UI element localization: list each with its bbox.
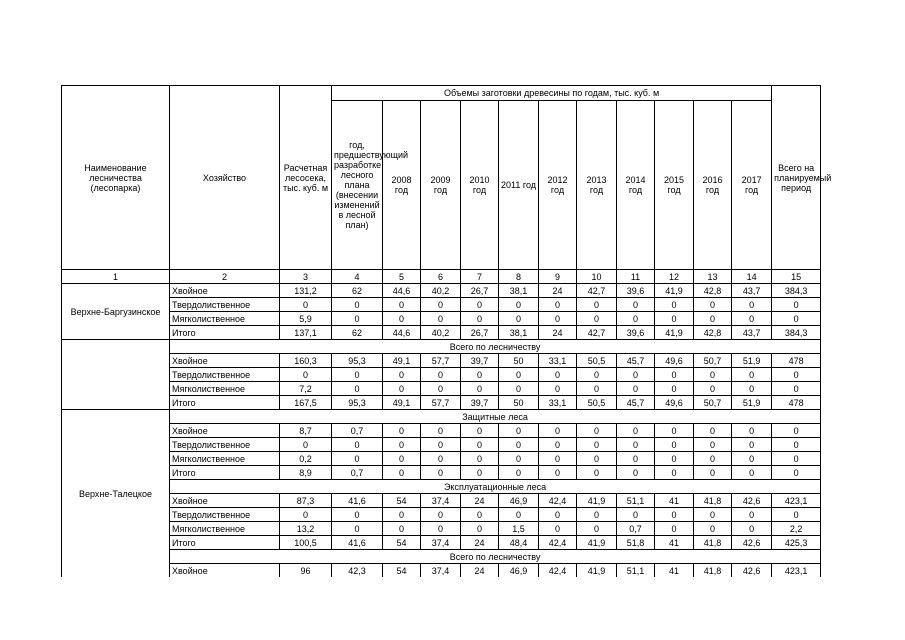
table-cell: 0: [694, 466, 732, 480]
table-cell: 33,1: [539, 396, 577, 410]
table-cell: 0: [539, 382, 577, 396]
column-number: 6: [421, 270, 461, 284]
table-cell: 37,4: [421, 494, 461, 508]
table-cell: 0: [694, 382, 732, 396]
table-cell: 0: [617, 452, 655, 466]
section-title-row: [62, 340, 821, 354]
header-year-5: 2012 год: [539, 101, 577, 270]
table-cell: 43,7: [732, 284, 772, 298]
table-cell: 41: [655, 564, 694, 578]
table-cell: 0: [617, 466, 655, 480]
table-cell: 40,2: [421, 326, 461, 340]
table-cell: 0: [772, 424, 821, 438]
table-cell: 0: [539, 466, 577, 480]
table-cell: 54: [383, 494, 421, 508]
row-label: Мягколиственное: [170, 382, 280, 396]
table-cell: 0,7: [617, 522, 655, 536]
table-cell: 478: [772, 354, 821, 368]
table-row: [62, 368, 821, 382]
table-cell: 24: [539, 284, 577, 298]
table-cell: 0: [617, 424, 655, 438]
table-cell: 96: [280, 564, 332, 578]
table-cell: 0: [617, 298, 655, 312]
column-number: 4: [332, 270, 383, 284]
table-row: [62, 452, 821, 466]
table-cell: 41,9: [577, 494, 617, 508]
column-number: 1: [62, 270, 170, 284]
table-cell: 425,3: [772, 536, 821, 550]
table-row: [62, 424, 821, 438]
table-cell: 0: [694, 424, 732, 438]
table-cell: 42,6: [732, 536, 772, 550]
table-cell: 0: [461, 466, 499, 480]
blank-cell: [62, 340, 170, 410]
table-cell: 49,1: [383, 354, 421, 368]
column-number: 9: [539, 270, 577, 284]
table-cell: 0: [772, 382, 821, 396]
table-cell: 0: [732, 508, 772, 522]
table-cell: 0,2: [280, 452, 332, 466]
table-cell: 0: [577, 298, 617, 312]
table-row: [62, 536, 821, 550]
table-cell: 38,1: [499, 326, 539, 340]
section-title-row: [62, 550, 821, 564]
header-year-2: 2009 год: [421, 101, 461, 270]
section-title: Всего по лесничеству: [170, 340, 821, 354]
table-cell: 49,6: [655, 354, 694, 368]
table-row: [62, 312, 821, 326]
table-cell: 37,4: [421, 564, 461, 578]
table-cell: 49,6: [655, 396, 694, 410]
header-volumes-group: Объемы заготовки древесины по годам, тыс. куб. м: [332, 86, 772, 101]
table-cell: 0: [499, 312, 539, 326]
table-cell: 0: [772, 508, 821, 522]
table-cell: 24: [539, 326, 577, 340]
table-cell: 0: [539, 312, 577, 326]
table-cell: 0,7: [332, 466, 383, 480]
table-cell: 0: [421, 382, 461, 396]
table-cell: 0: [461, 298, 499, 312]
table-cell: 41: [655, 494, 694, 508]
table-cell: 0: [694, 438, 732, 452]
table-cell: 0: [499, 382, 539, 396]
table-cell: 0: [421, 298, 461, 312]
table-cell: 33,1: [539, 354, 577, 368]
table-cell: 0: [732, 368, 772, 382]
table-cell: 41,9: [577, 564, 617, 578]
table-cell: 0: [732, 298, 772, 312]
table-cell: 0,7: [332, 424, 383, 438]
table-cell: 0: [383, 466, 421, 480]
table-cell: 0: [383, 298, 421, 312]
table-cell: 0: [332, 312, 383, 326]
table-cell: 51,9: [732, 396, 772, 410]
table-cell: 0: [577, 438, 617, 452]
table-cell: 0: [577, 452, 617, 466]
table-cell: 8,9: [280, 466, 332, 480]
column-number: 10: [577, 270, 617, 284]
table-cell: 0: [694, 508, 732, 522]
table-cell: 0: [383, 382, 421, 396]
row-label: Хвойное: [170, 284, 280, 298]
table-cell: 0: [332, 522, 383, 536]
row-label: Твердолиственное: [170, 298, 280, 312]
table-cell: 0: [461, 522, 499, 536]
table-cell: 8,7: [280, 424, 332, 438]
table-cell: 384,3: [772, 284, 821, 298]
table-row: [62, 298, 821, 312]
table-cell: 0: [332, 368, 383, 382]
row-label: Мягколиственное: [170, 452, 280, 466]
column-number: 3: [280, 270, 332, 284]
header-year-7: 2014 год: [617, 101, 655, 270]
table-cell: 0: [655, 508, 694, 522]
section-title: Защитные леса: [170, 410, 821, 424]
table-cell: 0: [421, 508, 461, 522]
table-cell: 41,8: [694, 564, 732, 578]
table-cell: 478: [772, 396, 821, 410]
table-cell: 41,8: [694, 494, 732, 508]
table-cell: 39,6: [617, 326, 655, 340]
table-cell: 13,2: [280, 522, 332, 536]
header-economy: Хозяйство: [170, 86, 280, 270]
table-cell: 38,1: [499, 284, 539, 298]
column-number: 2: [170, 270, 280, 284]
column-number: 11: [617, 270, 655, 284]
table-cell: 41,6: [332, 536, 383, 550]
table-cell: 0: [421, 466, 461, 480]
table-cell: 0: [332, 382, 383, 396]
header-year-9: 2016 год: [694, 101, 732, 270]
table-cell: 0: [732, 382, 772, 396]
table-cell: 46,9: [499, 564, 539, 578]
table-cell: 137,1: [280, 326, 332, 340]
table-cell: 0: [383, 438, 421, 452]
table-cell: 0: [421, 452, 461, 466]
table-cell: 44,6: [383, 284, 421, 298]
table-cell: 0: [772, 312, 821, 326]
table-cell: 0: [332, 438, 383, 452]
table-cell: 57,7: [421, 354, 461, 368]
table-cell: 42,6: [732, 494, 772, 508]
table-cell: 24: [461, 564, 499, 578]
table-cell: 41: [655, 536, 694, 550]
table-cell: 0: [461, 424, 499, 438]
row-label: Мягколиственное: [170, 522, 280, 536]
table-cell: 160,3: [280, 354, 332, 368]
table-cell: 0: [421, 522, 461, 536]
table-cell: 0: [655, 438, 694, 452]
table-cell: 42,8: [694, 284, 732, 298]
table-cell: 0: [539, 522, 577, 536]
table-cell: 41,6: [332, 494, 383, 508]
table-cell: 0: [383, 312, 421, 326]
table-cell: 41,9: [655, 284, 694, 298]
table-row: [62, 354, 821, 368]
table-cell: 0: [539, 508, 577, 522]
table-cell: 0: [617, 368, 655, 382]
table-cell: 50,5: [577, 396, 617, 410]
table-cell: 39,6: [617, 284, 655, 298]
table-cell: 42,3: [332, 564, 383, 578]
table-cell: 46,9: [499, 494, 539, 508]
table-cell: 0: [499, 466, 539, 480]
table-cell: 0: [421, 368, 461, 382]
table-cell: 0: [617, 382, 655, 396]
table-cell: 42,7: [577, 284, 617, 298]
table-cell: 0: [732, 312, 772, 326]
table-cell: 0: [461, 508, 499, 522]
table-cell: 24: [461, 536, 499, 550]
table-cell: 384,3: [772, 326, 821, 340]
table-cell: 0: [577, 508, 617, 522]
row-label: Итого: [170, 396, 280, 410]
row-label: Хвойное: [170, 564, 280, 578]
table-cell: 0: [732, 438, 772, 452]
table-cell: 43,7: [732, 326, 772, 340]
row-label: Итого: [170, 466, 280, 480]
table-row: [62, 564, 821, 578]
table-cell: 0: [772, 438, 821, 452]
table-cell: 51,1: [617, 494, 655, 508]
table-cell: 57,7: [421, 396, 461, 410]
table-row: [62, 396, 821, 410]
table-cell: 26,7: [461, 326, 499, 340]
table-cell: 0: [577, 382, 617, 396]
table-cell: 0: [617, 508, 655, 522]
table-cell: 0: [577, 466, 617, 480]
row-label: Итого: [170, 326, 280, 340]
table-cell: 0: [655, 522, 694, 536]
table-cell: 0: [421, 312, 461, 326]
table-cell: 0: [694, 312, 732, 326]
table-cell: 0: [539, 438, 577, 452]
table-cell: 62: [332, 284, 383, 298]
table-cell: 0: [539, 452, 577, 466]
row-label: Хвойное: [170, 494, 280, 508]
table-cell: 50,5: [577, 354, 617, 368]
district-name-verkhne-taletskoe: Верхне-Талецкое: [62, 410, 170, 578]
table-cell: 0: [280, 368, 332, 382]
table-cell: 42,8: [694, 326, 732, 340]
table-cell: 0: [772, 452, 821, 466]
table-cell: 0: [655, 466, 694, 480]
row-label: Твердолиственное: [170, 368, 280, 382]
header-year-3: 2010 год: [461, 101, 499, 270]
table-cell: 0: [332, 452, 383, 466]
table-cell: 0: [421, 438, 461, 452]
table-cell: 0: [499, 438, 539, 452]
section-title-row: [62, 480, 821, 494]
column-number: 14: [732, 270, 772, 284]
table-cell: 100,5: [280, 536, 332, 550]
table-cell: 0: [655, 312, 694, 326]
table-cell: 42,4: [539, 536, 577, 550]
table-row: [62, 326, 821, 340]
table-cell: 51,8: [617, 536, 655, 550]
table-row: [62, 382, 821, 396]
table-row: [62, 438, 821, 452]
table-cell: 0: [332, 508, 383, 522]
table-cell: 0: [499, 368, 539, 382]
table-cell: 0: [383, 424, 421, 438]
table-cell: 39,7: [461, 396, 499, 410]
table-cell: 0: [694, 298, 732, 312]
table-cell: 0: [655, 424, 694, 438]
table-cell: 39,7: [461, 354, 499, 368]
column-number: 8: [499, 270, 539, 284]
table-row: [62, 494, 821, 508]
section-title: Эксплуатационные леса: [170, 480, 821, 494]
table-cell: 45,7: [617, 396, 655, 410]
table-cell: 0: [772, 298, 821, 312]
row-label: Твердолиственное: [170, 508, 280, 522]
row-label: Хвойное: [170, 354, 280, 368]
row-label: Хвойное: [170, 424, 280, 438]
header-year-4: 2011 год: [499, 101, 539, 270]
table-cell: 51,1: [617, 564, 655, 578]
section-title: Всего по лесничеству: [170, 550, 821, 564]
table-cell: 0: [499, 452, 539, 466]
table-cell: 423,1: [772, 494, 821, 508]
column-number: 15: [772, 270, 821, 284]
table-cell: 0: [280, 508, 332, 522]
district-name-verkhne-barguzinskoe: Верхне-Баргузинское: [62, 284, 170, 340]
header-allowable-cut: Расчетная лесосека, тыс. куб. м: [280, 86, 332, 270]
table-cell: 95,3: [332, 354, 383, 368]
table-cell: 50,7: [694, 354, 732, 368]
table-cell: 0: [732, 522, 772, 536]
table-cell: 0: [577, 424, 617, 438]
table-cell: 1,5: [499, 522, 539, 536]
table-cell: 0: [617, 438, 655, 452]
table-cell: 0: [499, 508, 539, 522]
table-cell: 167,5: [280, 396, 332, 410]
table-cell: 54: [383, 536, 421, 550]
table-cell: 0: [383, 452, 421, 466]
column-number: 7: [461, 270, 499, 284]
table-cell: 0: [421, 424, 461, 438]
table-cell: 0: [383, 368, 421, 382]
table-cell: 0: [461, 382, 499, 396]
table-cell: 42,6: [732, 564, 772, 578]
table-cell: 0: [732, 452, 772, 466]
header-year-1: 2008 год: [383, 101, 421, 270]
header-year-6: 2013 год: [577, 101, 617, 270]
column-number: 12: [655, 270, 694, 284]
row-label: Итого: [170, 536, 280, 550]
section-title-row: [62, 410, 821, 424]
table-cell: 50,7: [694, 396, 732, 410]
table-cell: 0: [461, 312, 499, 326]
table-cell: 0: [577, 312, 617, 326]
table-cell: 0: [772, 466, 821, 480]
header-year-10: 2017 год: [732, 101, 772, 270]
table-cell: 0: [539, 424, 577, 438]
table-cell: 49,1: [383, 396, 421, 410]
table-cell: 0: [461, 452, 499, 466]
table-cell: 0: [499, 298, 539, 312]
table-cell: 0: [694, 452, 732, 466]
header-total-period: Всего на планируемый период: [772, 86, 821, 270]
table-cell: 41,9: [577, 536, 617, 550]
table-cell: 95,3: [332, 396, 383, 410]
table-cell: 54: [383, 564, 421, 578]
table-cell: 0: [383, 522, 421, 536]
table-cell: 41,9: [655, 326, 694, 340]
table-cell: 26,7: [461, 284, 499, 298]
table-cell: 5,9: [280, 312, 332, 326]
column-number: 5: [383, 270, 421, 284]
table-cell: 42,4: [539, 494, 577, 508]
table-cell: 7,2: [280, 382, 332, 396]
table-row: [62, 508, 821, 522]
table-cell: 0: [461, 368, 499, 382]
table-row: [62, 466, 821, 480]
table-cell: 50: [499, 396, 539, 410]
column-number: 13: [694, 270, 732, 284]
table-cell: 0: [577, 522, 617, 536]
header-previous-year: год, предшествующий разработке лесного плана (внесении изменений в лесной план): [332, 101, 383, 270]
table-cell: 0: [655, 298, 694, 312]
table-cell: 44,6: [383, 326, 421, 340]
table-cell: 423,1: [772, 564, 821, 578]
table-cell: 42,7: [577, 326, 617, 340]
table-cell: 24: [461, 494, 499, 508]
table-cell: 51,9: [732, 354, 772, 368]
table-cell: 37,4: [421, 536, 461, 550]
table-cell: 0: [539, 298, 577, 312]
table-cell: 45,7: [617, 354, 655, 368]
table-cell: 0: [772, 368, 821, 382]
table-cell: 0: [499, 424, 539, 438]
header-district: Наименование лесничества (лесопарка): [62, 86, 170, 270]
table-cell: 62: [332, 326, 383, 340]
table-cell: 87,3: [280, 494, 332, 508]
table-cell: 0: [539, 368, 577, 382]
row-label: Твердолиственное: [170, 438, 280, 452]
table-cell: 0: [655, 368, 694, 382]
harvest-volume-table: [61, 85, 832, 577]
table-cell: 0: [383, 508, 421, 522]
table-cell: 0: [332, 298, 383, 312]
row-label: Мягколиственное: [170, 312, 280, 326]
table-cell: 41,8: [694, 536, 732, 550]
table-cell: 0: [280, 298, 332, 312]
table-row: [62, 284, 821, 298]
table-cell: 42,4: [539, 564, 577, 578]
table-cell: 0: [732, 424, 772, 438]
table-cell: 2,2: [772, 522, 821, 536]
table-cell: 0: [577, 368, 617, 382]
table-cell: 0: [694, 522, 732, 536]
table-cell: 40,2: [421, 284, 461, 298]
table-cell: 0: [280, 438, 332, 452]
table-cell: 0: [617, 312, 655, 326]
header-year-8: 2015 год: [655, 101, 694, 270]
table-cell: 0: [732, 466, 772, 480]
table-cell: 131,2: [280, 284, 332, 298]
table-cell: 50: [499, 354, 539, 368]
table-row: [62, 522, 821, 536]
table-cell: 48,4: [499, 536, 539, 550]
table-cell: 0: [694, 368, 732, 382]
table-cell: 0: [655, 382, 694, 396]
table-cell: 0: [461, 438, 499, 452]
table-cell: 0: [655, 452, 694, 466]
